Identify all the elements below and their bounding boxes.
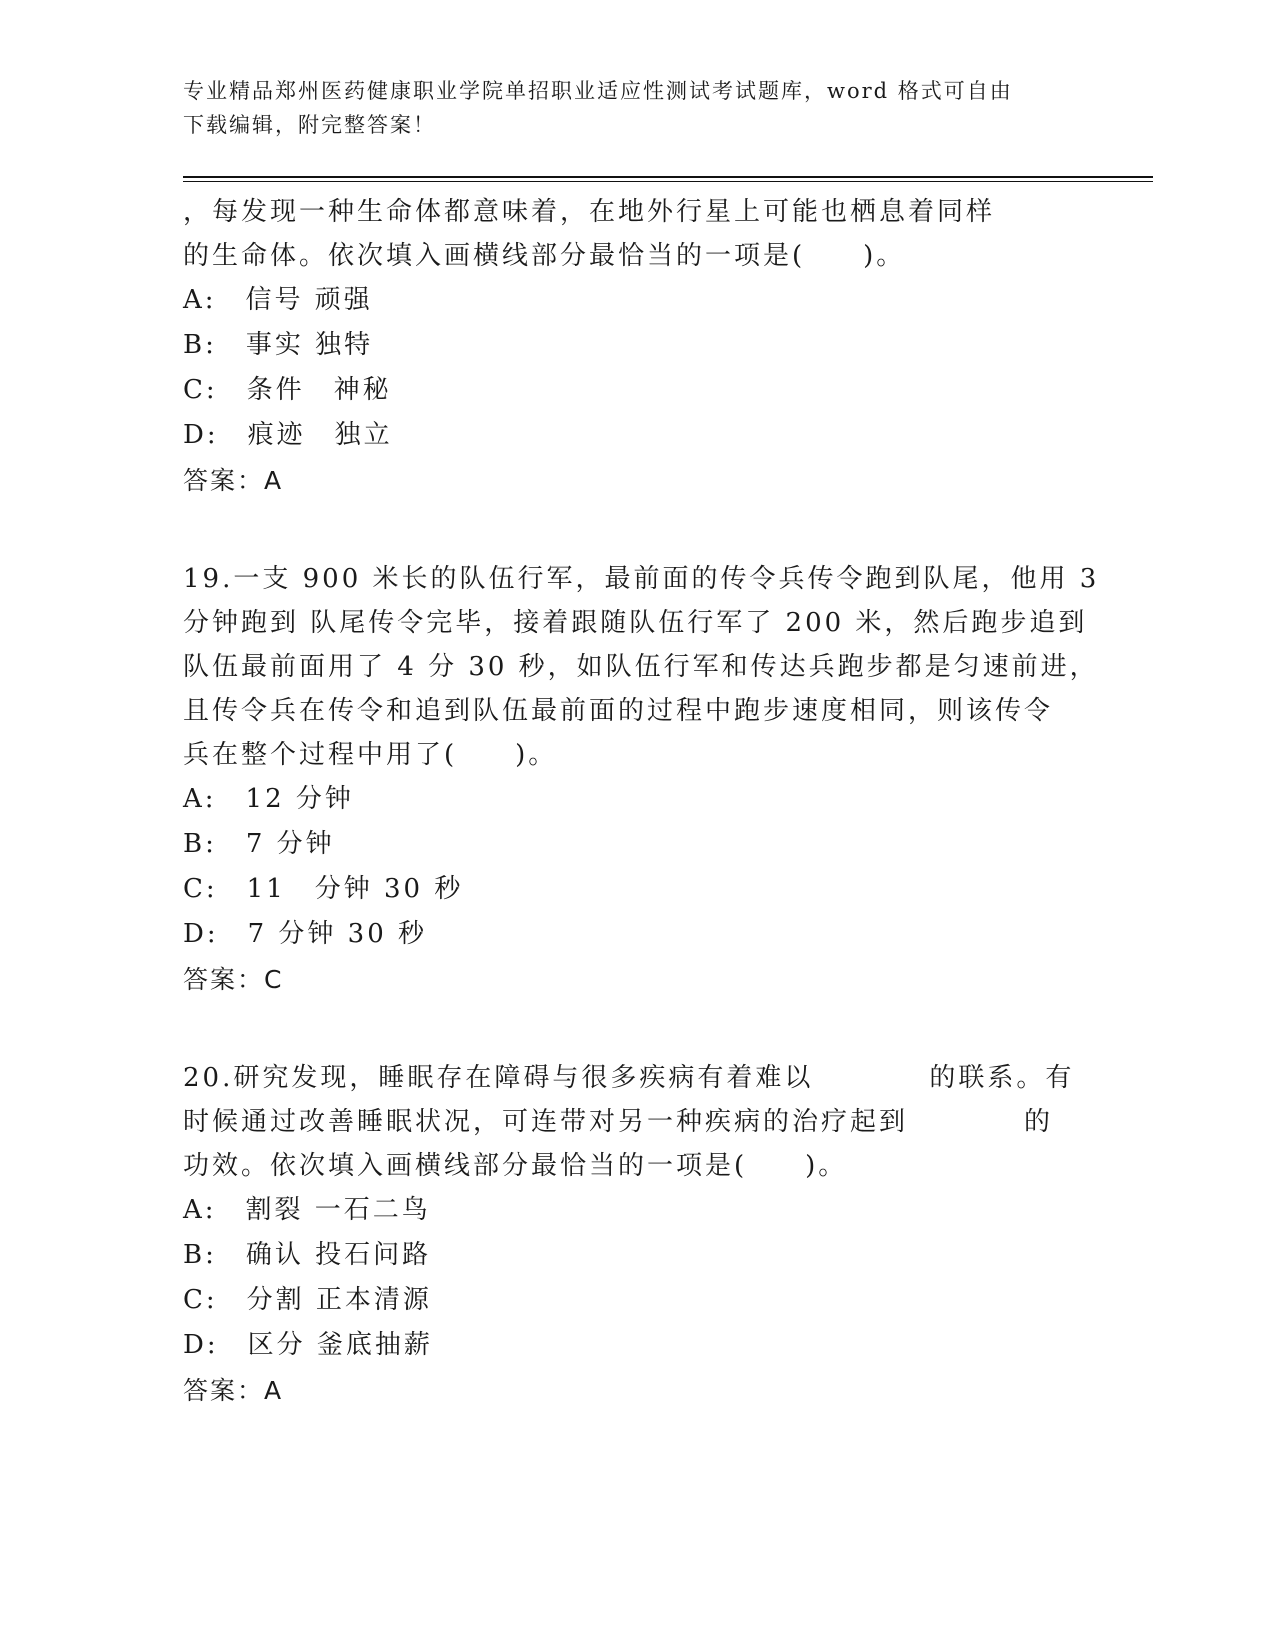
question-19 <box>183 557 1100 1002</box>
question-18 <box>183 190 1083 503</box>
option-a: A: 信号 顽强 <box>183 285 373 315</box>
question-text-line: 分钟跑到 队尾传令完毕，接着跟随队伍行军了 200 米，然后跑步追到 <box>183 608 1088 638</box>
header-divider <box>183 176 1153 178</box>
option-b: B: 7 分钟 <box>183 829 335 859</box>
answer-line: 答案：C <box>183 965 284 994</box>
option-c: C: 分割 正本清源 <box>183 1285 432 1315</box>
answer-line: 答案：A <box>183 1376 284 1405</box>
option-d: D: 7 分钟 30 秒 <box>183 919 428 949</box>
question-text-line: 19.一支 900 米长的队伍行军，最前面的传令兵传令跑到队尾，他用 3 <box>183 564 1100 594</box>
option-b: B: 确认 投石问路 <box>183 1240 432 1270</box>
header-line-2: 下载编辑，附完整答案！ <box>183 113 436 137</box>
option-c: C: 条件 神秘 <box>183 375 392 405</box>
question-20 <box>183 1056 1083 1413</box>
question-text-line: ，每发现一种生命体都意味着，在地外行星上可能也栖息着同样 <box>183 197 996 227</box>
option-c: C: 11 分钟 30 秒 <box>183 874 464 904</box>
option-b: B: 事实 独特 <box>183 330 374 360</box>
option-a: A: 12 分钟 <box>183 784 354 814</box>
question-text-line: 且传令兵在传令和追到队伍最前面的过程中跑步速度相同，则该传令 <box>183 696 1054 726</box>
question-content <box>183 190 1100 1413</box>
answer-line: 答案：A <box>183 466 284 495</box>
header-line-1: 专业精品郑州医药健康职业学院单招职业适应性测试考试题库，word 格式可自由 <box>183 79 1013 103</box>
page-header <box>183 74 1063 142</box>
question-text-line: 兵在整个过程中用了( )。 <box>183 740 558 770</box>
header-divider-thin <box>183 181 1153 182</box>
question-text-line: 时候通过改善睡眠状况，可连带对另一种疾病的治疗起到 的 <box>183 1107 1054 1137</box>
option-d: D: 痕迹 独立 <box>183 420 393 450</box>
question-text-line: 队伍最前面用了 4 分 30 秒，如队伍行军和传达兵跑步都是匀速前进， <box>183 652 1099 682</box>
question-text-line: 功效。依次填入画横线部分最恰当的一项是( )。 <box>183 1151 848 1181</box>
option-d: D: 区分 釜底抽薪 <box>183 1330 433 1360</box>
option-a: A: 割裂 一石二鸟 <box>183 1195 431 1225</box>
question-text-line: 20.研究发现，睡眠存在障碍与很多疾病有着难以 的联系。有 <box>183 1063 1075 1093</box>
question-text-line: 的生命体。依次填入画横线部分最恰当的一项是( )。 <box>183 241 906 271</box>
